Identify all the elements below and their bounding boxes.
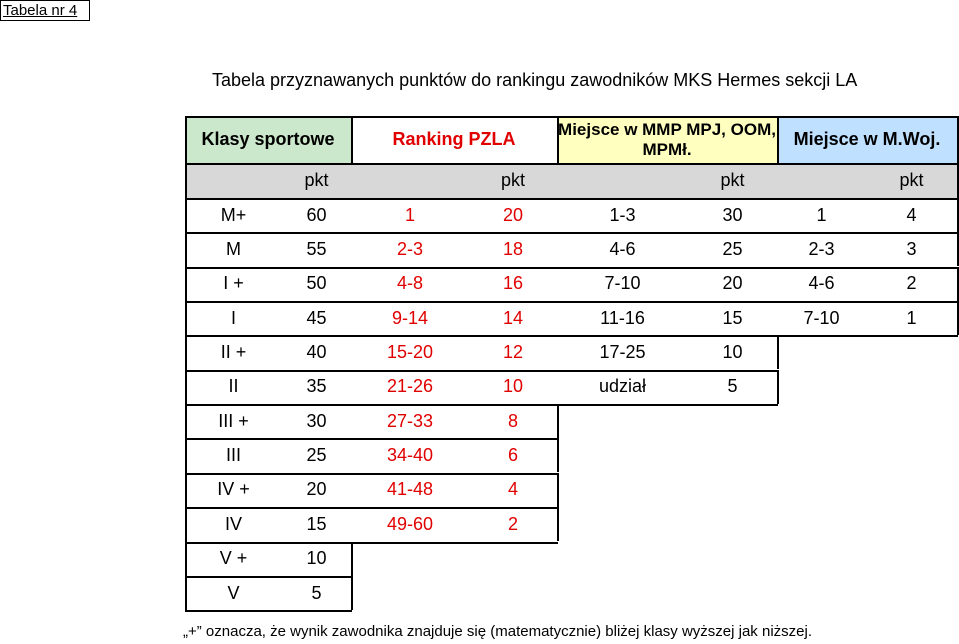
cell-pkt2: 4 xyxy=(507,479,518,500)
cell-ranking: 34-40 xyxy=(386,445,434,466)
table-gridline xyxy=(185,116,958,118)
table-gridline xyxy=(185,335,958,337)
cell-klasa: V + xyxy=(219,548,248,569)
cell-pkt3: 10 xyxy=(722,342,743,363)
cell-pkt2: 6 xyxy=(507,445,518,466)
document-label: Tabela nr 4 xyxy=(0,0,90,21)
cell-pkt1: 40 xyxy=(306,342,327,363)
table-gridline xyxy=(777,370,779,404)
cell-pkt4: 1 xyxy=(906,307,917,328)
table-gridline xyxy=(185,198,958,200)
cell-pkt1: 60 xyxy=(306,204,327,225)
cell-ranking: 41-48 xyxy=(386,479,434,500)
cell-ranking: 1 xyxy=(404,204,415,225)
cell-pkt1: 55 xyxy=(306,239,327,260)
cell-ranking: 4-8 xyxy=(396,273,423,294)
cell-pkt4: 3 xyxy=(906,239,917,260)
cell-mmp: udział xyxy=(598,376,647,397)
table-gridline xyxy=(185,576,352,578)
cell-klasa: M xyxy=(226,239,241,260)
cell-pkt2: 10 xyxy=(502,376,524,397)
table-gridline xyxy=(185,473,558,475)
table-gridline xyxy=(957,116,959,163)
cell-pkt1: 15 xyxy=(306,513,327,534)
cell-pkt1: 45 xyxy=(306,307,327,328)
table-gridline xyxy=(185,507,558,509)
cell-woj: 2-3 xyxy=(808,239,835,260)
cell-klasa: II + xyxy=(220,342,247,363)
header-miejsce-woj: Miejsce w M.Woj. xyxy=(793,129,941,149)
table-gridline xyxy=(351,116,353,163)
cell-mmp: 17-25 xyxy=(599,342,646,363)
table-gridline xyxy=(957,301,959,335)
footnote: „+” oznacza, że wynik zawodnika znajduje się (matematycznie) bliżej klasy wyższej jak niższej. xyxy=(183,623,812,640)
cell-pkt3: 15 xyxy=(722,307,743,328)
table-gridline xyxy=(185,163,187,610)
table-gridline xyxy=(777,116,779,163)
cell-klasa: I xyxy=(230,307,236,328)
cell-klasa: IV + xyxy=(217,479,250,500)
header-ranking-pzla: Ranking PZLA xyxy=(392,129,516,149)
cell-woj: 7-10 xyxy=(803,307,840,328)
table-gridline xyxy=(957,267,959,301)
pkt-label: pkt xyxy=(720,170,745,190)
cell-klasa: V xyxy=(227,582,240,603)
cell-pkt4: 4 xyxy=(906,204,917,225)
table-gridline xyxy=(185,267,958,269)
table-gridline xyxy=(185,116,187,163)
cell-pkt4: 2 xyxy=(906,273,917,294)
cell-pkt3: 20 xyxy=(722,273,743,294)
cell-pkt1: 5 xyxy=(311,582,322,603)
pkt-label: pkt xyxy=(899,170,924,190)
table-gridline xyxy=(957,232,959,266)
cell-pkt1: 30 xyxy=(306,410,327,431)
table-gridline xyxy=(557,116,559,163)
cell-pkt2: 12 xyxy=(502,342,524,363)
table-gridline xyxy=(185,232,958,234)
cell-pkt3: 30 xyxy=(722,204,743,225)
table-gridline xyxy=(185,438,558,440)
cell-pkt1: 50 xyxy=(306,273,327,294)
cell-ranking: 9-14 xyxy=(391,307,429,328)
cell-klasa: II xyxy=(228,376,239,397)
cell-ranking: 27-33 xyxy=(386,410,434,431)
header-klasy-sportowe: Klasy sportowe xyxy=(201,129,335,149)
cell-mmp: 4-6 xyxy=(609,239,636,260)
cell-ranking: 15-20 xyxy=(386,342,434,363)
pkt-label: pkt xyxy=(304,170,329,190)
cell-pkt1: 25 xyxy=(306,445,327,466)
table-gridline xyxy=(185,404,778,406)
cell-pkt2: 16 xyxy=(502,273,524,294)
table-gridline xyxy=(557,438,559,472)
cell-pkt3: 5 xyxy=(727,376,738,397)
table-gridline xyxy=(557,507,559,541)
table-gridline xyxy=(557,404,559,438)
cell-klasa: III + xyxy=(218,410,249,431)
cell-pkt2: 20 xyxy=(502,204,524,225)
cell-woj: 1 xyxy=(816,204,827,225)
table-gridline xyxy=(957,198,959,232)
cell-mmp: 11-16 xyxy=(600,307,645,328)
cell-klasa: III xyxy=(225,445,241,466)
cell-klasa: I + xyxy=(223,273,244,294)
table-gridline xyxy=(957,163,959,198)
cell-pkt3: 25 xyxy=(722,239,743,260)
header-miejsce-mmp: Miejsce w MMP MPJ, OOM, MPMł. xyxy=(558,119,776,159)
cell-ranking: 21-26 xyxy=(386,376,434,397)
table-gridline xyxy=(185,301,958,303)
table-gridline xyxy=(185,610,352,612)
cell-woj: 4-6 xyxy=(808,273,835,294)
cell-klasa: IV xyxy=(224,513,242,534)
cell-mmp: 7-10 xyxy=(604,273,641,294)
pkt-label: pkt xyxy=(500,170,525,190)
cell-mmp: 1-3 xyxy=(609,204,636,225)
table-title: Tabela przyznawanych punktów do rankingu zawodników MKS Hermes sekcji LA xyxy=(212,70,858,90)
cell-pkt2: 18 xyxy=(502,239,524,260)
table-gridline xyxy=(185,370,778,372)
table-gridline xyxy=(777,335,779,369)
cell-pkt1: 20 xyxy=(306,479,327,500)
table-gridline xyxy=(185,163,958,165)
cell-ranking: 49-60 xyxy=(386,513,434,534)
cell-pkt2: 8 xyxy=(507,410,518,431)
cell-ranking: 2-3 xyxy=(396,239,423,260)
table-gridline xyxy=(557,473,559,507)
table-gridline xyxy=(185,542,558,544)
cell-pkt2: 14 xyxy=(502,307,524,328)
cell-klasa: M+ xyxy=(220,204,247,225)
table-gridline xyxy=(351,576,353,610)
cell-pkt2: 2 xyxy=(507,513,518,534)
cell-pkt1: 10 xyxy=(306,548,327,569)
table-gridline xyxy=(351,542,353,576)
cell-pkt1: 35 xyxy=(306,376,327,397)
